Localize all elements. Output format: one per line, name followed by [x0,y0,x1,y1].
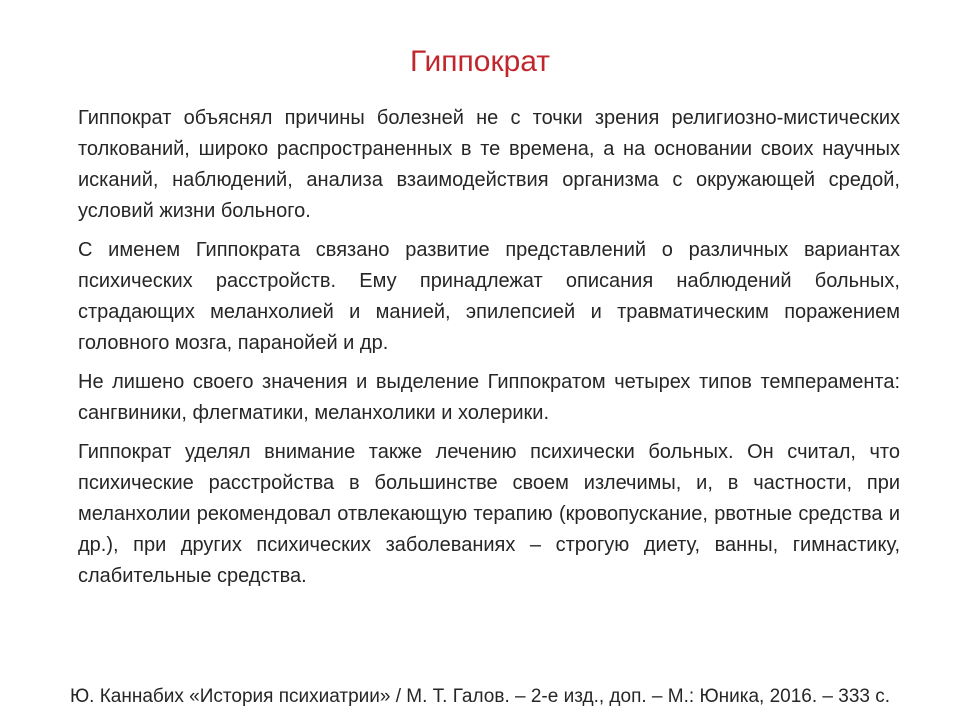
paragraph-1-text: Гиппократ объяснял причины болезней не с точки зрения религиозно-мистических толкований, широко распространенных в те времена, а на основании своих научных исканий, наблюдений, анализа взаимодействия организма с окружающей средой, условий жизни больного. [78,107,900,222]
slide-body [78,103,900,600]
paragraph-2 [78,235,900,359]
paragraph-3 [78,367,900,429]
paragraph-1 [78,103,900,227]
paragraph-4-text: Гиппократ уделял внимание также лечению психически больных. Он считал, что психические расстройства в большинстве своем излечимы, и, в частности, при меланхолии рекомендовал отвлекающую терапию (кровопускание, рвотные средства и др.), при других психических заболеваниях – строгую диету, ванны, гимнастику, слабительные средства. [78,441,900,587]
paragraph-3-text: Не лишено своего значения и выделение Гиппократом четырех типов темперамента: сангвиники, флегматики, меланхолики и холерики. [78,371,900,424]
paragraph-4 [78,437,900,592]
citation: Ю. Каннабих «История психиатрии» / М. Т. Галов. – 2-е изд., доп. – М.: Юника, 2016. – 333 с. [69,686,891,707]
paragraph-2-text: С именем Гиппократа связано развитие представлений о различных вариантах психических расстройств. Ему принадлежат описания наблюдений больных, страдающих меланхолией и манией, эпилепсией и травматическим поражением головного мозга, паранойей и др. [78,239,900,354]
slide-title: Гиппократ [409,45,551,78]
